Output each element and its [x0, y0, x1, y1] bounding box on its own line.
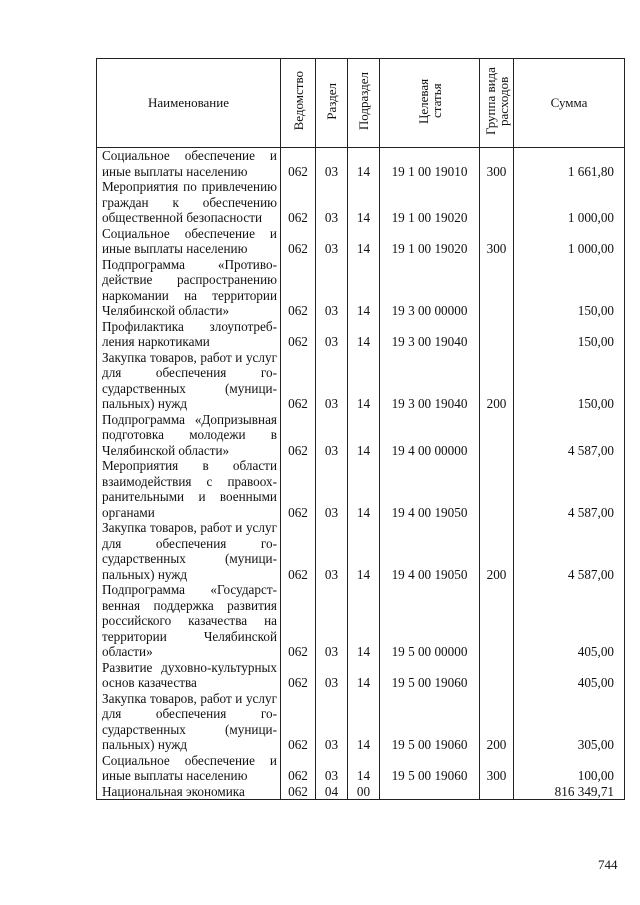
- header-celevaya-label: Целевая статья: [415, 78, 444, 124]
- table-row: [97, 350, 625, 412]
- row-summa-cell: 1 000,00: [514, 179, 625, 226]
- row-podrazdel-cell: 14: [348, 520, 380, 582]
- row-celevaya-cell: 19 5 00 00000: [380, 582, 480, 660]
- table-row: [97, 226, 625, 257]
- header-gruppa: [480, 59, 514, 148]
- row-celevaya-cell: 19 4 00 00000: [380, 412, 480, 459]
- row-podrazdel-cell: 00: [348, 784, 380, 800]
- row-podrazdel-cell: 14: [348, 319, 380, 350]
- row-name-cell: Развитие духовно-культурных основ казачества: [97, 660, 281, 691]
- row-vedomstvo-cell: 062: [281, 784, 316, 800]
- row-razdel-cell: 03: [316, 179, 348, 226]
- row-celevaya-cell: 19 3 00 19040: [380, 350, 480, 412]
- row-razdel-cell: 03: [316, 148, 348, 180]
- row-razdel-cell: 03: [316, 691, 348, 753]
- row-gruppa-cell: 300: [480, 753, 514, 784]
- row-name-cell: Подпрограмма «Противодействие распространению наркомании на территории Челябинской области»: [97, 257, 281, 319]
- table-row: [97, 319, 625, 350]
- row-celevaya-cell: 19 1 00 19020: [380, 179, 480, 226]
- table-row: [97, 257, 625, 319]
- row-name-cell: Закупка товаров, работ и услуг для обеспечения государственных (муниципальных) нужд: [97, 691, 281, 753]
- row-podrazdel-cell: 14: [348, 582, 380, 660]
- header-name: Наименование: [97, 59, 281, 148]
- row-name-cell: Социальное обеспечение и иные выплаты населению: [97, 226, 281, 257]
- header-gruppa-label: Группа вида расходов: [482, 67, 511, 135]
- row-summa-cell: 100,00: [514, 753, 625, 784]
- row-name-cell: Социальное обеспечение и иные выплаты населению: [97, 753, 281, 784]
- row-summa-cell: 4 587,00: [514, 458, 625, 520]
- row-summa-cell: 1 661,80: [514, 148, 625, 180]
- budget-table: [96, 58, 625, 800]
- row-summa-cell: 1 000,00: [514, 226, 625, 257]
- table-body: [97, 148, 625, 800]
- row-name-cell: Закупка товаров, работ и услуг для обеспечения государственных (муниципальных) нужд: [97, 350, 281, 412]
- row-name-cell: Подпрограмма «Допризывная подготовка молодежи в Челябинской области»: [97, 412, 281, 459]
- row-celevaya-cell: 19 4 00 19050: [380, 520, 480, 582]
- row-summa-cell: 150,00: [514, 350, 625, 412]
- row-name-cell: Национальная экономика: [97, 784, 281, 800]
- row-gruppa-cell: [480, 319, 514, 350]
- row-vedomstvo-cell: 062: [281, 520, 316, 582]
- row-vedomstvo-cell: 062: [281, 319, 316, 350]
- row-summa-cell: 150,00: [514, 257, 625, 319]
- row-name-cell: Мероприятия в области взаимодействия с правоохранительными и военными органами: [97, 458, 281, 520]
- row-gruppa-cell: 300: [480, 226, 514, 257]
- row-podrazdel-cell: 14: [348, 753, 380, 784]
- row-gruppa-cell: 200: [480, 520, 514, 582]
- row-celevaya-cell: 19 4 00 19050: [380, 458, 480, 520]
- row-razdel-cell: 03: [316, 350, 348, 412]
- budget-table-container: [96, 58, 624, 800]
- row-podrazdel-cell: 14: [348, 148, 380, 180]
- row-name-cell: Социальное обеспечение и иные выплаты населению: [97, 148, 281, 180]
- row-summa-cell: 150,00: [514, 319, 625, 350]
- row-razdel-cell: 03: [316, 753, 348, 784]
- row-podrazdel-cell: 14: [348, 350, 380, 412]
- table-row: [97, 458, 625, 520]
- row-podrazdel-cell: 14: [348, 660, 380, 691]
- header-podrazdel-label: Подраздел: [356, 71, 371, 131]
- row-celevaya-cell: [380, 784, 480, 800]
- row-summa-cell: 305,00: [514, 691, 625, 753]
- row-celevaya-cell: 19 5 00 19060: [380, 753, 480, 784]
- row-razdel-cell: 03: [316, 582, 348, 660]
- row-summa-cell: 816 349,71: [514, 784, 625, 800]
- row-summa-cell: 405,00: [514, 582, 625, 660]
- table-row: [97, 412, 625, 459]
- header-podrazdel: [348, 59, 380, 148]
- row-vedomstvo-cell: 062: [281, 350, 316, 412]
- row-name-cell: Мероприятия по привлечению граждан к обеспечению общественной безопасности: [97, 179, 281, 226]
- table-row: [97, 582, 625, 660]
- row-gruppa-cell: [480, 179, 514, 226]
- table-row: [97, 148, 625, 180]
- row-podrazdel-cell: 14: [348, 691, 380, 753]
- row-razdel-cell: 03: [316, 226, 348, 257]
- row-summa-cell: 4 587,00: [514, 520, 625, 582]
- header-vedomstvo: [281, 59, 316, 148]
- row-celevaya-cell: 19 5 00 19060: [380, 691, 480, 753]
- row-name-cell: Закупка товаров, работ и услуг для обеспечения государственных (муниципальных) нужд: [97, 520, 281, 582]
- row-podrazdel-cell: 14: [348, 458, 380, 520]
- table-header-row: [97, 59, 625, 148]
- header-razdel: [316, 59, 348, 148]
- row-razdel-cell: 04: [316, 784, 348, 800]
- header-vedomstvo-label: Ведомство: [290, 71, 306, 131]
- header-razdel-label: Раздел: [324, 82, 339, 120]
- row-vedomstvo-cell: 062: [281, 458, 316, 520]
- row-razdel-cell: 03: [316, 458, 348, 520]
- row-gruppa-cell: [480, 257, 514, 319]
- row-vedomstvo-cell: 062: [281, 412, 316, 459]
- table-row: [97, 691, 625, 753]
- row-razdel-cell: 03: [316, 257, 348, 319]
- row-vedomstvo-cell: 062: [281, 691, 316, 753]
- row-razdel-cell: 03: [316, 412, 348, 459]
- row-podrazdel-cell: 14: [348, 226, 380, 257]
- row-vedomstvo-cell: 062: [281, 257, 316, 319]
- row-celevaya-cell: 19 5 00 19060: [380, 660, 480, 691]
- row-vedomstvo-cell: 062: [281, 660, 316, 691]
- row-gruppa-cell: [480, 412, 514, 459]
- row-gruppa-cell: 300: [480, 148, 514, 180]
- row-vedomstvo-cell: 062: [281, 226, 316, 257]
- row-vedomstvo-cell: 062: [281, 582, 316, 660]
- row-gruppa-cell: 200: [480, 691, 514, 753]
- row-razdel-cell: 03: [316, 660, 348, 691]
- table-row: [97, 660, 625, 691]
- row-name-cell: Подпрограмма «Государственная поддержка развития российского казачества на территории Челябинской области»: [97, 582, 281, 660]
- row-summa-cell: 4 587,00: [514, 412, 625, 459]
- page-number: 744: [598, 857, 618, 872]
- row-celevaya-cell: 19 3 00 19040: [380, 319, 480, 350]
- table-row: [97, 520, 625, 582]
- table-row: [97, 753, 625, 784]
- row-razdel-cell: 03: [316, 319, 348, 350]
- row-gruppa-cell: [480, 784, 514, 800]
- row-vedomstvo-cell: 062: [281, 148, 316, 180]
- table-row: [97, 179, 625, 226]
- row-celevaya-cell: 19 1 00 19020: [380, 226, 480, 257]
- row-summa-cell: 405,00: [514, 660, 625, 691]
- row-celevaya-cell: 19 1 00 19010: [380, 148, 480, 180]
- header-summa: Сумма: [514, 59, 625, 148]
- row-podrazdel-cell: 14: [348, 179, 380, 226]
- row-podrazdel-cell: 14: [348, 412, 380, 459]
- row-gruppa-cell: [480, 458, 514, 520]
- row-celevaya-cell: 19 3 00 00000: [380, 257, 480, 319]
- row-vedomstvo-cell: 062: [281, 753, 316, 784]
- table-row: [97, 784, 625, 800]
- row-vedomstvo-cell: 062: [281, 179, 316, 226]
- row-name-cell: Профилактика злоупотребления наркотиками: [97, 319, 281, 350]
- row-gruppa-cell: 200: [480, 350, 514, 412]
- row-razdel-cell: 03: [316, 520, 348, 582]
- row-gruppa-cell: [480, 660, 514, 691]
- row-podrazdel-cell: 14: [348, 257, 380, 319]
- row-gruppa-cell: [480, 582, 514, 660]
- header-celevaya-statya: [380, 59, 480, 148]
